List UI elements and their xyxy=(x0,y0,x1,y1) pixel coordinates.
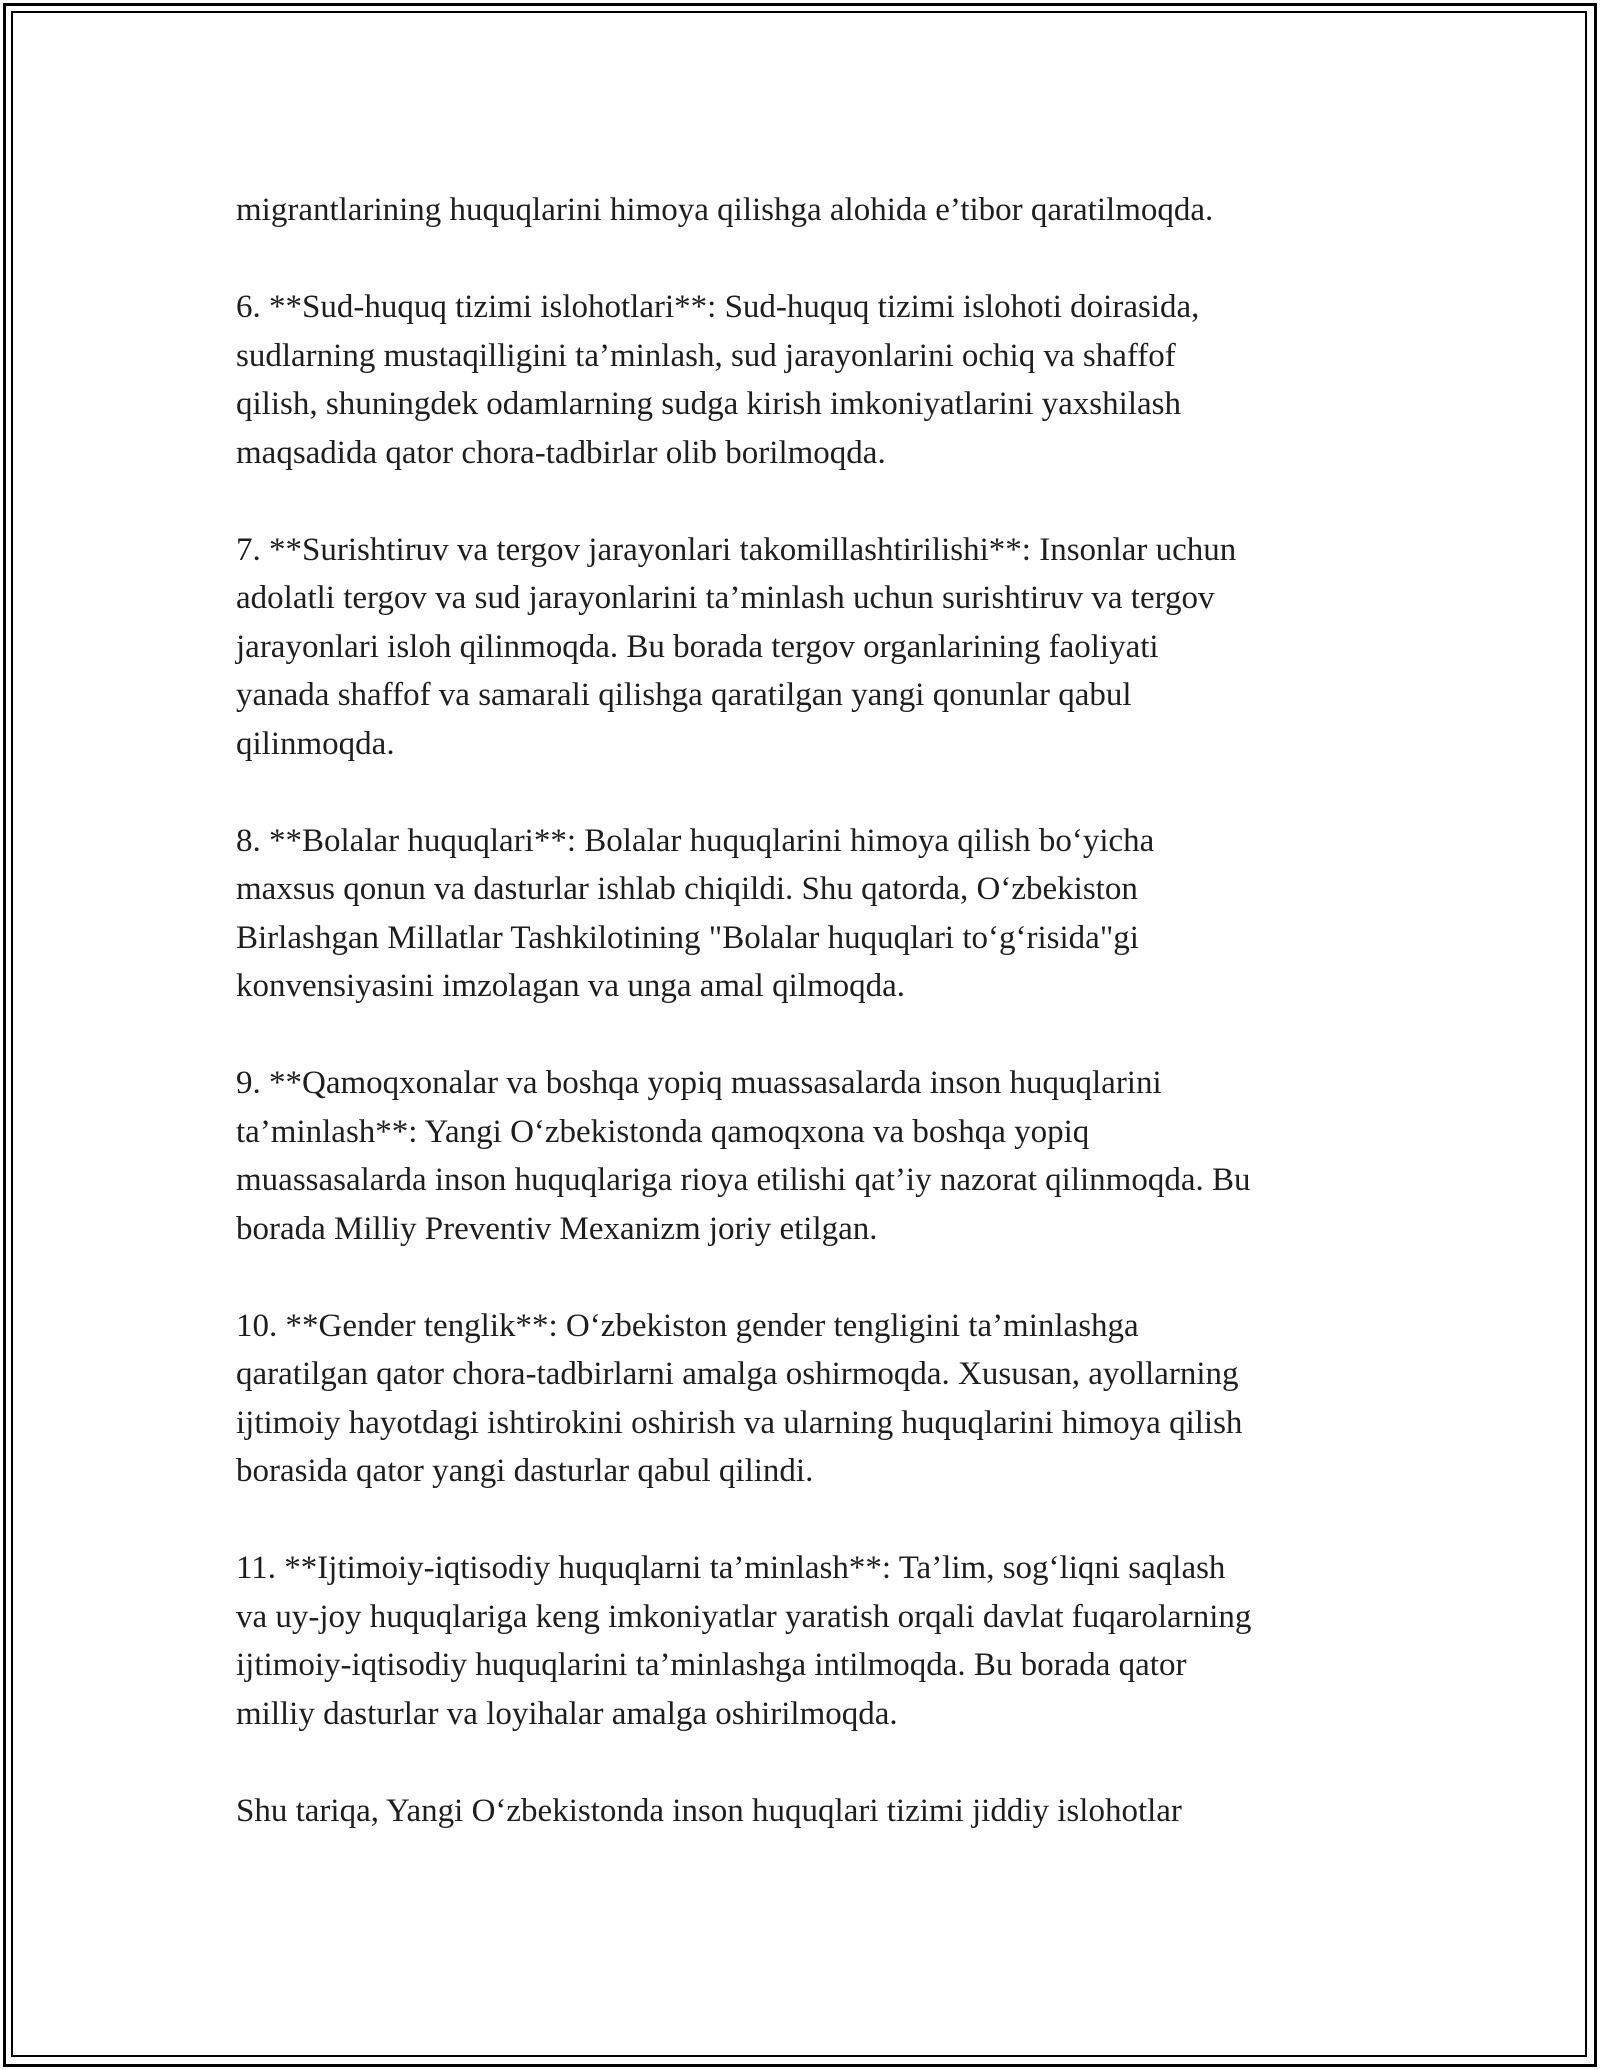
text-line: yanada shaffof va samarali qilishga qaratilgan yangi qonunlar qabul xyxy=(236,677,1132,713)
paragraph-continuation xyxy=(236,186,1416,235)
text-line: migrantlarining huquqlarini himoya qilishga alohida e’tibor qaratilmoqda. xyxy=(236,192,1214,228)
document-body xyxy=(236,186,1416,1884)
text-line: 7. **Surishtiruv va tergov jarayonlari takomillashtirilishi**: Insonlar uchun xyxy=(236,531,1237,568)
text-line: borada Milliy Preventiv Mexanizm joriy etilgan. xyxy=(236,1210,878,1247)
text-line: muassasalarda inson huquqlariga rioya etilishi qat’iy nazorat qilinmoqda. Bu xyxy=(236,1162,1251,1198)
paragraph-conclusion xyxy=(236,1787,1416,1836)
text-line: ijtimoiy-iqtisodiy huquqlarini ta’minlashga intilmoqda. Bu borada qator xyxy=(236,1647,1187,1683)
paragraph-item-9 xyxy=(236,1059,1416,1253)
paragraph-item-11 xyxy=(236,1544,1416,1738)
text-line: 9. **Qamoqxonalar va boshqa yopiq muassasalarda inson huquqlarini xyxy=(236,1065,1162,1101)
paragraph-item-8 xyxy=(236,817,1416,1011)
text-line: jarayonlari isloh qilinmoqda. Bu borada tergov organlarining faoliyati xyxy=(236,628,1159,665)
text-line: konvensiyasini imzolagan va unga amal qilmoqda. xyxy=(236,968,906,1004)
text-line: maqsadida qator chora-tadbirlar olib borilmoqda. xyxy=(236,434,886,471)
text-line: Shu tariqa, Yangi O‘zbekistonda inson huquqlari tizimi jiddiy islohotlar xyxy=(236,1792,1182,1829)
text-line: ijtimoiy hayotdagi ishtirokini oshirish va ularning huquqlarini himoya qilish xyxy=(236,1404,1243,1441)
text-line: adolatli tergov va sud jarayonlarini ta’minlash uchun surishtiruv va tergov xyxy=(236,580,1215,616)
text-line: 6. **Sud-huquq tizimi islohotlari**: Sud-huquq tizimi islohoti doirasida, xyxy=(236,289,1200,325)
text-line: borasida qator yangi dasturlar qabul qilindi. xyxy=(236,1453,814,1489)
text-line: 8. **Bolalar huquqlari**: Bolalar huquqlarini himoya qilish bo‘yicha xyxy=(236,822,1155,859)
text-line: qilish, shuningdek odamlarning sudga kirish imkoniyatlarini yaxshilash xyxy=(236,386,1181,422)
text-line: qilinmoqda. xyxy=(236,725,395,762)
paragraph-item-10 xyxy=(236,1302,1416,1496)
text-line: milliy dasturlar va loyihalar amalga oshirilmoqda. xyxy=(236,1695,898,1732)
text-line: qaratilgan qator chora-tadbirlarni amalga oshirmoqda. Xususan, ayollarning xyxy=(236,1356,1239,1392)
text-line: 10. **Gender tenglik**: O‘zbekiston gender tengligini ta’minlashga xyxy=(236,1307,1139,1344)
text-line: Birlashgan Millatlar Tashkilotining "Bolalar huquqlari to‘g‘risida"gi xyxy=(236,919,1139,956)
text-line: ta’minlash**: Yangi O‘zbekistonda qamoqxona va boshqa yopiq xyxy=(236,1113,1090,1150)
paragraph-item-6 xyxy=(236,283,1416,477)
text-line: sudlarning mustaqilligini ta’minlash, sud jarayonlarini ochiq va shaffof xyxy=(236,337,1176,374)
text-line: maxsus qonun va dasturlar ishlab chiqildi. Shu qatorda, O‘zbekiston xyxy=(236,871,1138,907)
paragraph-item-7 xyxy=(236,526,1416,769)
text-line: va uy-joy huquqlariga keng imkoniyatlar yaratish orqali davlat fuqarolarning xyxy=(236,1598,1252,1635)
text-line: 11. **Ijtimoiy-iqtisodiy huquqlarni ta’minlash**: Ta’lim, sog‘liqni saqlash xyxy=(236,1550,1226,1586)
